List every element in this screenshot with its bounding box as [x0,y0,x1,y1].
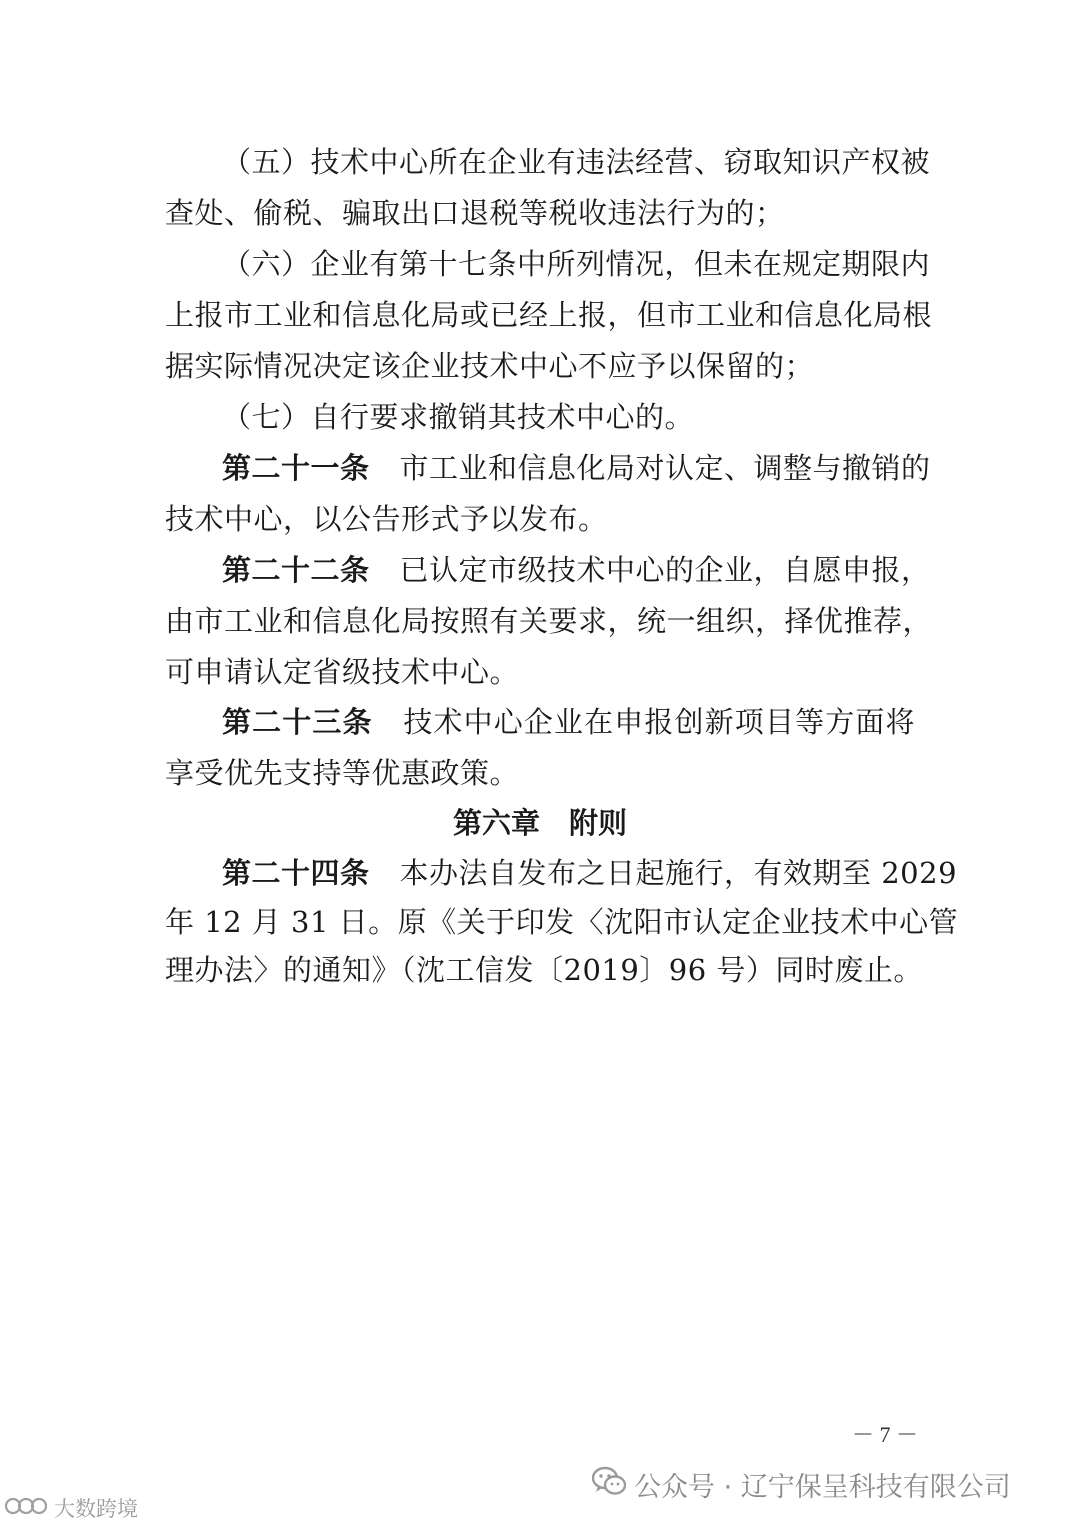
text-line: 由市工业和信息化局按照有关要求，统一组织，择优推荐， [165,604,933,638]
bigdata-watermark-text: 大数跨境 [54,1497,138,1521]
text-line: （五）技术中心所在企业有违法经营、窃取知识产权被 [222,145,931,179]
article-24-line [222,851,958,895]
wechat-icon [592,1466,626,1503]
article-23-line [222,700,915,744]
article-label: 第二十四条 [222,856,370,890]
text-line: 上报市工业和信息化局或已经上报，但市工业和信息化局根 [165,298,933,332]
text-line: （七）自行要求撤销其技术中心的。 [222,400,695,434]
article-text: 市工业和信息化局对认定、调整与撤销的 [399,451,931,485]
text-line: 理办法〉的通知》（沈工信发〔2019〕96 号）同时废止。 [165,953,923,987]
article-label: 第二十一条 [222,451,370,485]
text-line: 年 12 月 31 日。原《关于印发〈沈阳市认定企业技术中心管 [165,905,959,939]
text-line: （六）企业有第十七条中所列情况，但未在规定期限内 [222,247,931,281]
article-label: 第二十三条 [222,705,373,739]
chapter-heading: 第六章 附则 [452,806,627,840]
text-line: 查处、偷税、骗取出口退税等税收违法行为的； [165,196,785,230]
article-21-line [222,446,931,490]
text-line: 技术中心，以公告形式予以发布。 [165,502,608,536]
text-line: 享受优先支持等优惠政策。 [165,756,520,790]
bigdata-watermark [4,1494,138,1522]
article-label: 第二十二条 [222,553,370,587]
article-text: 本办法自发布之日起施行，有效期至 2029 [399,856,958,890]
page-number: － 7 － [851,1422,918,1447]
text-line: 可申请认定省级技术中心。 [165,655,520,689]
article-text: 技术中心企业在申报创新项目等方面将 [402,705,915,739]
wechat-watermark [592,1466,1011,1502]
text-line: 据实际情况决定该企业技术中心不应予以保留的； [165,349,815,383]
bigdata-logo-icon [4,1495,50,1522]
wechat-account-text: 公众号 · 辽宁保呈科技有限公司 [634,1471,1011,1503]
article-text: 已认定市级技术中心的企业，自愿申报， [399,553,931,587]
article-22-line [222,548,931,592]
